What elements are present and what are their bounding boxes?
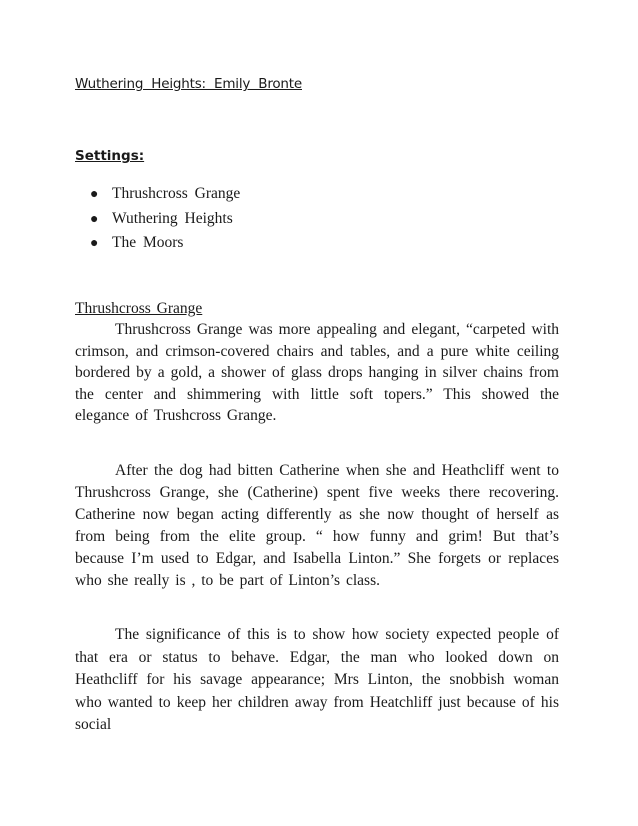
list-item [90, 233, 240, 258]
bullet-icon: ● [90, 211, 99, 227]
document-title: Wuthering Heights: Emily Bronte [75, 76, 302, 92]
settings-item-label: Wuthering Heights [112, 209, 233, 227]
settings-item-label: The Moors [112, 234, 184, 251]
section-heading: Thrushcross Grange [75, 300, 203, 317]
body-paragraph: The significance of this is to show how society expected people of that era or status to behave. Edgar, the man who looked down on Heathcliff for his savage appearance; Mrs Linton, the snobbish woman who wanted to keep her children away from Heatchliff just because of his social [75, 626, 559, 733]
bullet-icon: ● [90, 236, 99, 251]
bullet-icon: ● [90, 187, 99, 202]
settings-item-label: Thrushcross Grange [112, 185, 241, 202]
body-paragraph: Thrushcross Grange was more appealing and elegant, “carpeted with crimson, and crimson-covered chairs and tables, and a pure white ceiling bordered by a gold, a shower of glass drops hanging in silver chains from the center and shimmering with little soft topers.” This showed the elegance of Trushcross Grange. [75, 321, 559, 424]
list-item [90, 184, 240, 209]
body-paragraph: After the dog had bitten Catherine when she and Heathcliff went to Thrushcross Grange, she (Catherine) spent five weeks there recovering. Catherine now began acting differently as she now thought of herself as from being from the elite group. “ how funny and grim! But that’s because I’m used to Edgar, and Isabella Linton.” She forgets or replaces who she really is , to be part of Linton’s class. [75, 462, 559, 589]
settings-heading: Settings: [75, 148, 145, 164]
list-item [90, 209, 240, 234]
settings-list [90, 184, 240, 258]
